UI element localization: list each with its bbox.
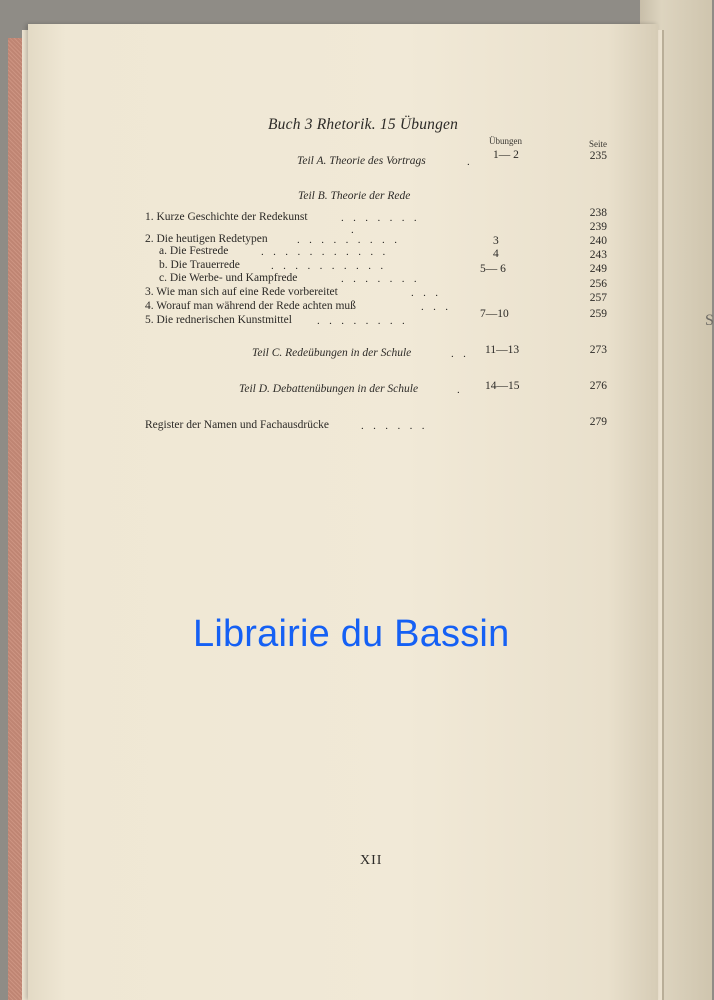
next-page-letter: S [705, 312, 714, 329]
toc-teil-a-uebungen: 1— 2 [493, 149, 519, 161]
toc-entry-page: 257 [589, 292, 607, 304]
leader-dots: ....... [341, 212, 427, 224]
toc-entry-page: 256 [589, 278, 607, 290]
toc-teil-a-label: Teil A. Theorie des Vortrags [297, 155, 426, 167]
toc-register-seite: 279 [589, 416, 607, 428]
toc-entry-page: 240 [589, 235, 607, 247]
leader-dots: ...... [361, 420, 434, 432]
toc-entry-page: 238 [589, 207, 607, 219]
watermark-text: Librairie du Bassin [193, 613, 510, 655]
leader-dots: ......... [297, 234, 407, 246]
leader-dots: ........... [261, 246, 395, 258]
toc-teil-d-label: Teil D. Debattenübungen in der Schule [239, 383, 419, 395]
leader-dots: . [351, 224, 364, 236]
toc-entry-label: b. Die Trauerrede [159, 259, 240, 271]
toc-entry-uebungen: 3 [493, 235, 499, 247]
toc-entry-page: 249 [589, 263, 607, 275]
leader-dots: . [457, 384, 470, 396]
leader-dots: .. [451, 348, 476, 360]
toc-teil-c-label: Teil C. Redeübungen in der Schule [252, 347, 412, 359]
leader-dots: ........ [317, 315, 415, 327]
toc-entry-label: 2. Die heutigen Redetypen [145, 233, 268, 245]
page-title: Buch 3 Rhetorik. 15 Übungen [268, 116, 459, 133]
toc-teil-d-seite: 276 [589, 380, 607, 392]
toc-entry-label: 1. Kurze Geschichte der Redekunst [145, 211, 308, 223]
leader-dots: . [467, 156, 480, 168]
toc-teil-c-seite: 273 [589, 344, 607, 356]
leader-dots: .......... [271, 260, 393, 272]
toc-teil-c-uebungen: 11—13 [485, 344, 520, 356]
page-number: XII [360, 853, 383, 868]
toc-entry-label: 5. Die rednerischen Kunstmittel [145, 314, 292, 326]
toc-entry-page: 259 [589, 308, 607, 320]
toc-entry-page: 243 [589, 249, 607, 261]
toc-teil-a-seite: 235 [589, 150, 607, 162]
toc-entry-label: 3. Wie man sich auf eine Rede vorbereitet [145, 286, 338, 298]
toc-entry-uebungen: 4 [493, 248, 499, 260]
toc-entry-label: c. Die Werbe- und Kampfrede [159, 272, 298, 284]
leader-dots: ... [421, 301, 458, 313]
leader-dots: ....... [341, 273, 427, 285]
toc-teil-d-uebungen: 14—15 [485, 380, 520, 392]
toc-entry-label: a. Die Festrede [159, 245, 229, 257]
leader-dots: ... [411, 287, 448, 299]
column-header-seite: Seite [589, 139, 607, 149]
toc-entry-page: 239 [589, 221, 607, 233]
toc-register-label: Register der Namen und Fachausdrücke [145, 419, 329, 431]
toc-entry-uebungen: 5— 6 [480, 263, 506, 275]
book-page [28, 24, 658, 1000]
toc-teil-b-heading: Teil B. Theorie der Rede [298, 190, 411, 202]
toc-entry-label: 4. Worauf man während der Rede achten muß [145, 300, 356, 312]
toc-entry-uebungen: 7—10 [480, 308, 509, 320]
column-header-uebungen: Übungen [489, 136, 522, 146]
